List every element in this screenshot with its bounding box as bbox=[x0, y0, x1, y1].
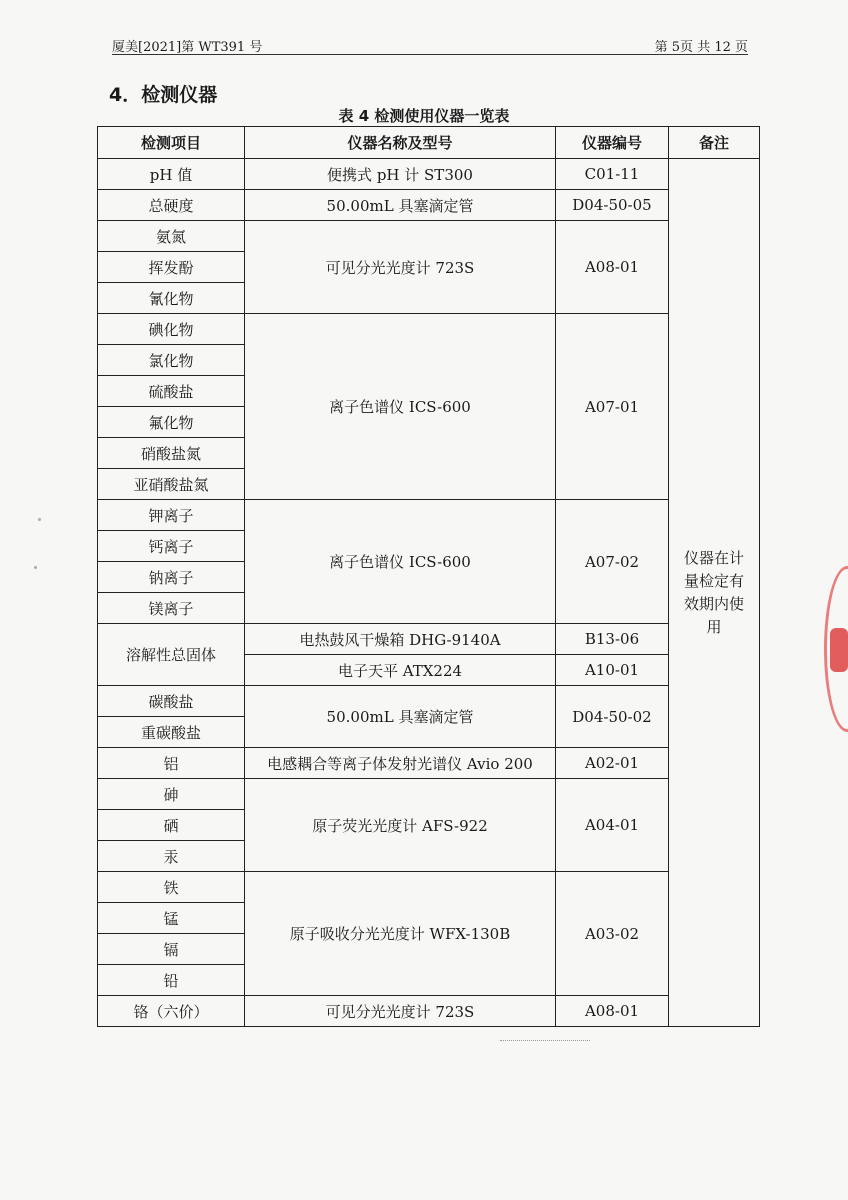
column-header-remark: 备注 bbox=[669, 127, 760, 159]
code-cell: D04-50-02 bbox=[556, 686, 669, 748]
item-cell: 挥发酚 bbox=[98, 252, 245, 283]
instrument-cell: 便携式 pH 计 ST300 bbox=[245, 159, 556, 190]
instrument-cell: 原子吸收分光光度计 WFX-130B bbox=[245, 872, 556, 996]
item-cell: 镁离子 bbox=[98, 593, 245, 624]
item-cell: 氰化物 bbox=[98, 283, 245, 314]
table-title: 表 4 检测使用仪器一览表 bbox=[338, 107, 510, 125]
code-cell: A08-01 bbox=[556, 221, 669, 314]
item-cell: 硫酸盐 bbox=[98, 376, 245, 407]
item-cell: 氟化物 bbox=[98, 407, 245, 438]
instrument-cell: 可见分光光度计 723S bbox=[245, 996, 556, 1027]
remark-cell: 仪器在计量检定有效期内使用 bbox=[669, 159, 760, 1027]
instrument-cell: 电子天平 ATX224 bbox=[245, 655, 556, 686]
code-cell: A07-02 bbox=[556, 500, 669, 624]
scan-marks bbox=[500, 1040, 590, 1043]
instrument-cell: 50.00mL 具塞滴定管 bbox=[245, 686, 556, 748]
code-cell: A08-01 bbox=[556, 996, 669, 1027]
table-row bbox=[98, 686, 760, 717]
item-cell: 碘化物 bbox=[98, 314, 245, 345]
item-cell: 砷 bbox=[98, 779, 245, 810]
section-title: 4．检测仪器 bbox=[109, 84, 218, 106]
item-cell: 铁 bbox=[98, 872, 245, 903]
item-cell: 汞 bbox=[98, 841, 245, 872]
page-header bbox=[112, 32, 748, 55]
item-cell: 铬（六价） bbox=[98, 996, 245, 1027]
code-cell: A04-01 bbox=[556, 779, 669, 872]
item-cell: 钾离子 bbox=[98, 500, 245, 531]
item-cell: 总硬度 bbox=[98, 190, 245, 221]
document-number: 厦美[2021]第 WT391 号 bbox=[112, 40, 263, 55]
item-cell: 溶解性总固体 bbox=[98, 624, 245, 686]
column-header-item: 检测项目 bbox=[98, 127, 245, 159]
code-cell: D04-50-05 bbox=[556, 190, 669, 221]
item-cell: 重碳酸盐 bbox=[98, 717, 245, 748]
item-cell: 氨氮 bbox=[98, 221, 245, 252]
item-cell: 亚硝酸盐氮 bbox=[98, 469, 245, 500]
item-cell: 钙离子 bbox=[98, 531, 245, 562]
column-header-code: 仪器编号 bbox=[556, 127, 669, 159]
instrument-cell: 可见分光光度计 723S bbox=[245, 221, 556, 314]
column-header-instrument: 仪器名称及型号 bbox=[245, 127, 556, 159]
item-cell: 铝 bbox=[98, 748, 245, 779]
instrument-cell: 电热鼓风干燥箱 DHG-9140A bbox=[245, 624, 556, 655]
seal-emblem bbox=[830, 628, 848, 672]
instrument-cell: 50.00mL 具塞滴定管 bbox=[245, 190, 556, 221]
item-cell: 镉 bbox=[98, 934, 245, 965]
table-row bbox=[98, 159, 760, 190]
code-cell: A03-02 bbox=[556, 872, 669, 996]
item-cell: 氯化物 bbox=[98, 345, 245, 376]
code-cell: A07-01 bbox=[556, 314, 669, 500]
scan-speck bbox=[38, 518, 41, 521]
item-cell: pH 值 bbox=[98, 159, 245, 190]
item-cell: 硝酸盐氮 bbox=[98, 438, 245, 469]
table-row bbox=[98, 190, 760, 221]
instrument-cell: 离子色谱仪 ICS-600 bbox=[245, 500, 556, 624]
item-cell: 钠离子 bbox=[98, 562, 245, 593]
table-row bbox=[98, 221, 760, 252]
code-cell: B13-06 bbox=[556, 624, 669, 655]
table-row bbox=[98, 500, 760, 531]
instrument-cell: 离子色谱仪 ICS-600 bbox=[245, 314, 556, 500]
scan-speck bbox=[34, 566, 37, 569]
item-cell: 铅 bbox=[98, 965, 245, 996]
item-cell: 硒 bbox=[98, 810, 245, 841]
table-row bbox=[98, 779, 760, 810]
table-row bbox=[98, 748, 760, 779]
code-cell: A02-01 bbox=[556, 748, 669, 779]
table-row bbox=[98, 996, 760, 1027]
table-row bbox=[98, 314, 760, 345]
code-cell: C01-11 bbox=[556, 159, 669, 190]
code-cell: A10-01 bbox=[556, 655, 669, 686]
official-seal-stamp bbox=[824, 566, 848, 736]
item-cell: 碳酸盐 bbox=[98, 686, 245, 717]
table-row bbox=[98, 624, 760, 655]
item-cell: 锰 bbox=[98, 903, 245, 934]
table-header-row bbox=[98, 127, 760, 159]
instrument-cell: 原子荧光光度计 AFS-922 bbox=[245, 779, 556, 872]
table-row bbox=[98, 872, 760, 903]
page-number: 第 5页 共 12 页 bbox=[654, 40, 748, 55]
instrument-table bbox=[97, 126, 760, 1027]
instrument-cell: 电感耦合等离子体发射光谱仪 Avio 200 bbox=[245, 748, 556, 779]
